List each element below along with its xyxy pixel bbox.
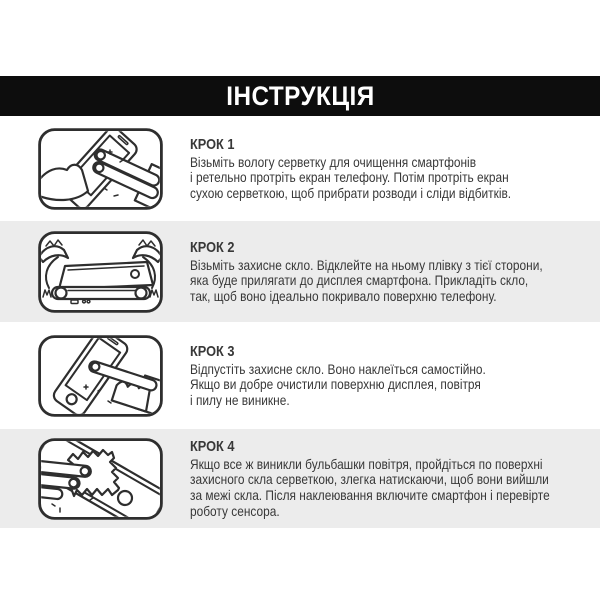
hand-wiping-phone-with-cloth-icon	[38, 128, 163, 210]
step2-text	[190, 239, 543, 305]
step-row-3	[0, 322, 600, 429]
step-description-line: яка буде прилягати до дисплея смартфона. Прикладіть скло,	[190, 272, 529, 289]
step2-illustration-frame	[38, 231, 163, 313]
step-title: КРОК 1	[190, 135, 235, 153]
step-description-line: Візьміть захисне скло. Відклейте на ньому плівку з тієї сторони,	[190, 256, 543, 273]
step-description-line: так, щоб воно ідеально покривало поверхню телефону.	[190, 287, 497, 304]
page-title: ІНСТРУКЦІЯ	[225, 80, 375, 111]
step3-text	[190, 343, 486, 409]
home-button	[118, 491, 132, 505]
step-title: КРОК 2	[190, 238, 235, 256]
step-description-line: Якщо ви добре очистили поверхню дисплея, повітря	[190, 376, 481, 393]
step-description-line: Якщо все ж виникли бульбашки повітря, пройдіться по поверхні	[190, 455, 543, 472]
step-description-line: і ретельно протріть екран телефону. Потім протріть екран	[190, 169, 509, 186]
step-row-4	[0, 429, 600, 528]
glass-sheet	[59, 262, 153, 289]
finger-pressing-screen-icon	[38, 335, 163, 417]
step-description-line: сухою серветкою, щоб прибрати розводи і сліди відбитків.	[190, 184, 512, 201]
step-description-line: роботу сенсора.	[190, 502, 280, 519]
step-title: КРОК 4	[190, 437, 235, 455]
step-description-line: Відпустіть захисне скло. Воно наклеїться самостійно.	[190, 360, 486, 377]
step-description-line: Візьміть вологу серветку для очищення смартфонів	[190, 153, 477, 170]
step-row-1	[0, 116, 600, 221]
step-title: КРОК 3	[190, 342, 235, 360]
step3-illustration-frame	[38, 335, 163, 417]
step-description-line: і пилу не виникне.	[190, 391, 290, 408]
step-row-2	[0, 221, 600, 322]
step4-illustration-frame	[38, 438, 163, 520]
hands-aligning-protective-glass-icon	[38, 231, 163, 313]
step-description-line: за межі скла. Після наклеювання включите смартфон і перевірте	[190, 487, 550, 503]
step4-text	[190, 438, 550, 519]
top-margin	[0, 0, 600, 76]
step1-text	[190, 136, 511, 202]
header-bar	[0, 76, 600, 116]
step-description-line: захисного скла серветкою, злегка натискаючи, щоб вони вийшли	[190, 471, 549, 488]
step1-illustration-frame	[38, 128, 163, 210]
smoothing-bubbles-with-cloth-icon	[38, 438, 163, 520]
